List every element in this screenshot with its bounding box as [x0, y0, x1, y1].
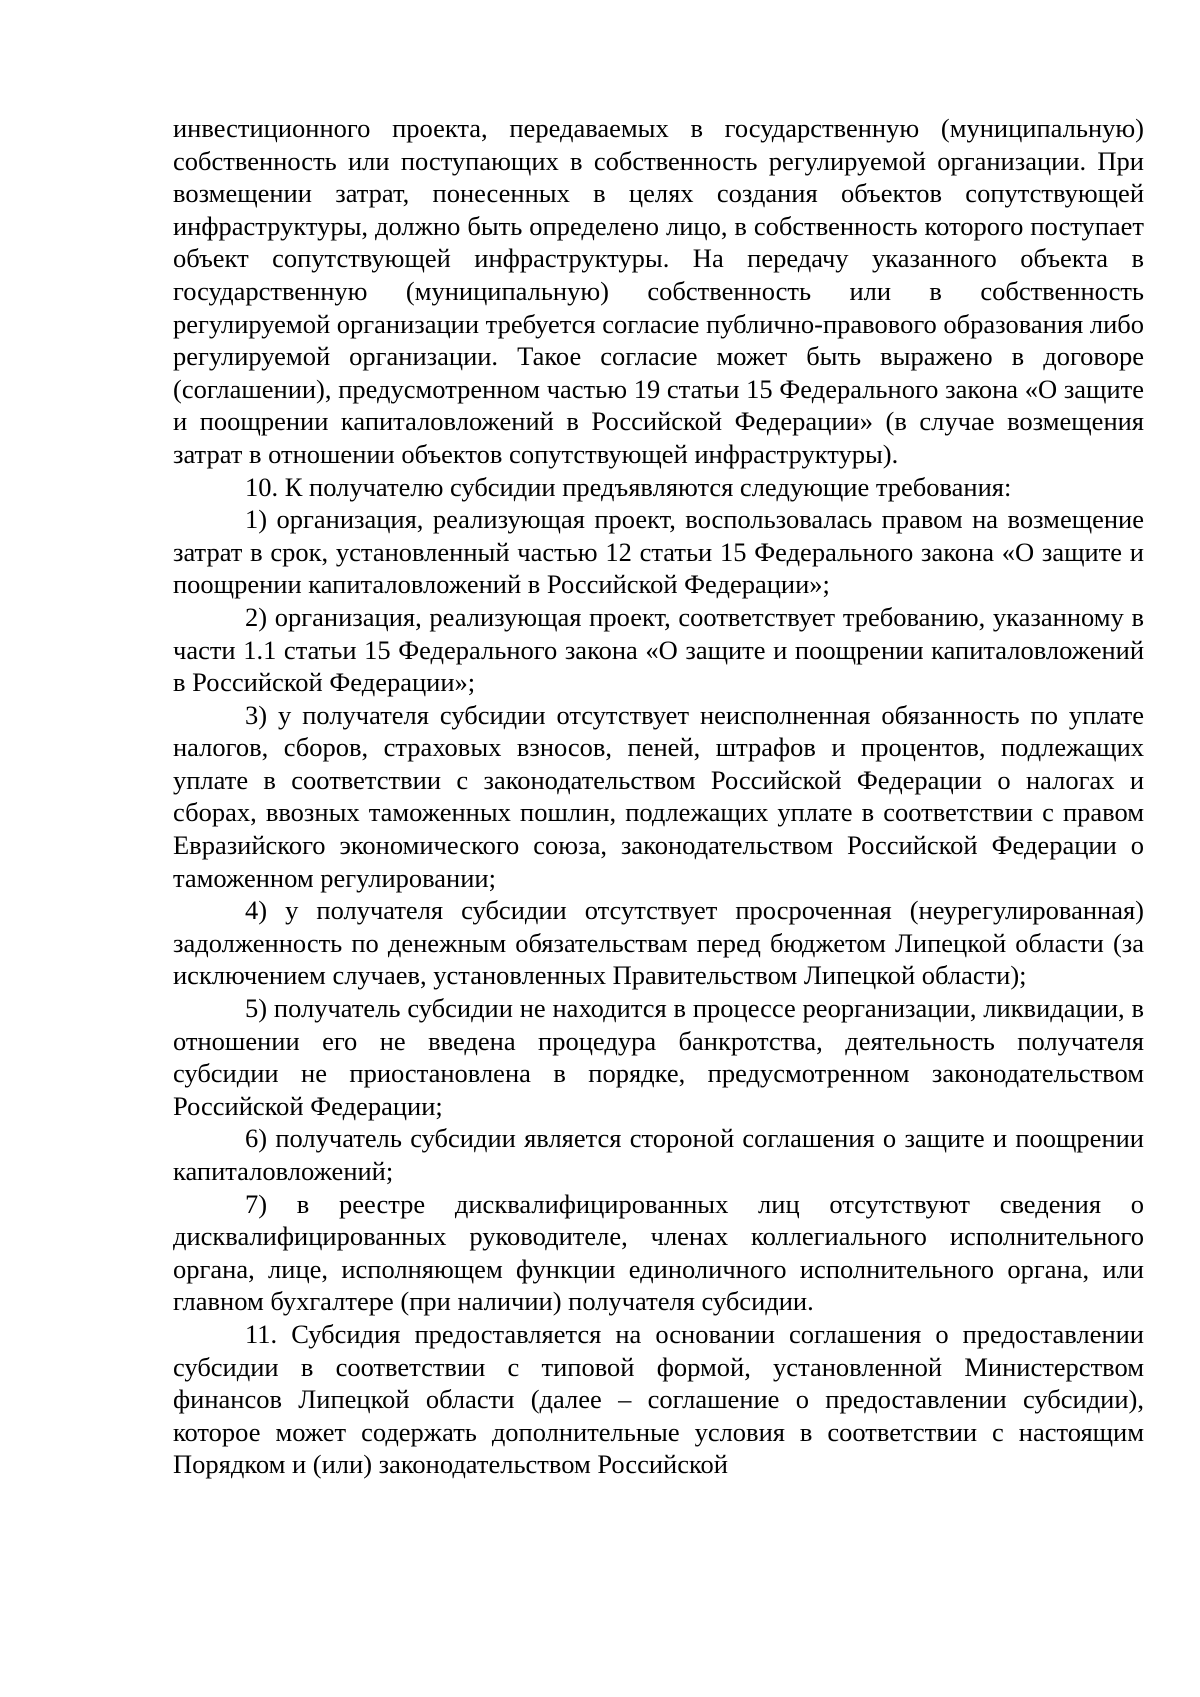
requirement-item-6: 6) получатель субсидии является стороной соглашения о защите и поощрении капиталовложений; [173, 1123, 1144, 1186]
requirement-item-7: 7) в реестре дисквалифицированных лиц отсутствуют сведения о дисквалифицированных руководителе, членах коллегиального исполнительного органа, лице, исполняющем функции единоличного исполнительного органа, или главном бухгалтере (при наличии) получателя субсидии. [173, 1188, 1144, 1317]
requirement-item-1: 1) организация, реализующая проект, воспользовалась правом на возмещение затрат в срок, установленный частью 12 статьи 15 Федерального закона «О защите и поощрении капиталовложений в Российской Федерации»; [173, 504, 1144, 600]
document-page [173, 112, 1144, 1481]
requirement-item-4: 4) у получателя субсидии отсутствует просроченная (неурегулированная) задолженность по денежным обязательствам перед бюджетом Липецкой области (за исключением случаев, установленных Правительством Липецкой области); [173, 895, 1144, 991]
paragraph-11-subsidy-agreement: 11. Субсидия предоставляется на основании соглашения о предоставлении субсидии в соответствии с типовой формой, установленной Министерством финансов Липецкой области (далее – соглашение о предоставлении субсидии), которое может содержать дополнительные условия в соответствии с настоящим Порядком и (или) законодательством Российской [173, 1318, 1144, 1480]
requirement-item-5: 5) получатель субсидии не находится в процессе реорганизации, ликвидации, в отношении его не введена процедура банкротства, деятельность получателя субсидии не приостановлена в порядке, предусмотренном законодательством Российской Федерации; [173, 993, 1144, 1121]
paragraph-investment-project: инвестиционного проекта, передаваемых в государственную (муниципальную) собственность или поступающих в собственность регулируемой организации. При возмещении затрат, понесенных в целях создания объектов сопутствующей инфраструктуры, должно быть определено лицо, в собственность которого поступает объект сопутствующей инфраструктуры. На передачу указанного объекта в государственную (муниципальную) собственность или в собственность регулируемой организации требуется согласие публично-правового образования либо регулируемой организации. Такое согласие может быть выражено в договоре (соглашении), предусмотренном частью 19 статьи 15 Федерального закона «О защите и поощрении капиталовложений в Российской Федерации» (в случае возмещения затрат в отношении объектов сопутствующей инфраструктуры). [173, 113, 1144, 469]
requirement-item-3: 3) у получателя субсидии отсутствует неисполненная обязанность по уплате налогов, сборов, страховых взносов, пеней, штрафов и процентов, подлежащих уплате в соответствии с законодательством Российской Федерации о налогах и сборах, ввозных таможенных пошлин, подлежащих уплате в соответствии с правом Евразийского экономического союза, законодательством Российской Федерации о таможенном регулировании; [173, 699, 1144, 893]
paragraph-10-requirements: 10. К получателю субсидии предъявляются следующие требования: [245, 471, 1012, 502]
requirement-item-2: 2) организация, реализующая проект, соответствует требованию, указанному в части 1.1 статьи 15 Федерального закона «О защите и поощрении капиталовложений в Российской Федерации»; [173, 601, 1144, 698]
